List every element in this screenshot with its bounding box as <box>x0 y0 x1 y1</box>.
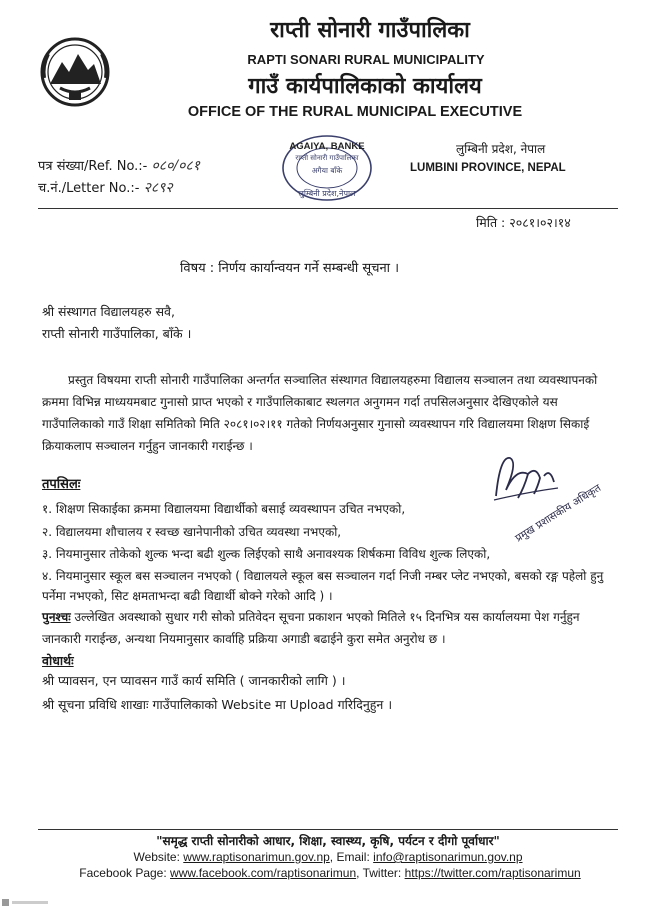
cc-line-2: श्री सूचना प्रविधि शाखाः गाउँपालिकाको Website मा Upload गरिदिनुहुन । <box>42 697 393 712</box>
province-devanagari: लुम्बिनी प्रदेश, नेपाल <box>456 142 546 156</box>
office-title-devanagari: गाउँ कार्यपालिकाको कार्यालय <box>248 74 482 99</box>
scanner-watermark-icon <box>2 898 50 907</box>
stamp-place: अगैया बाँके <box>311 166 343 175</box>
website-link[interactable]: www.raptisonarimun.gov.np <box>183 850 330 864</box>
footer-website-email <box>40 850 616 864</box>
twitter-link[interactable]: https://twitter.com/raptisonarimun <box>404 866 581 880</box>
signature-designation: प्रमुख प्रशासकीय अधिकृत <box>513 482 604 545</box>
cc-line-1: श्री प्यावसन, एन प्यावसन गाउँ कार्य समिति ( जानकारीको लागि ) । <box>42 673 346 688</box>
postscript <box>42 606 622 650</box>
body-paragraph: प्रस्तुत विषयमा राप्ती सोनारी गाउँपालिका अन्तर्गत सञ्चालित संस्थागत विद्यालयहरुमा विद्यालय सञ्चालन तथा व्यवस्थापनको क्रममा विभिन्न माध्ययमबाट गुनासो प्राप्त भएको र गाउँपालिकाबाट स्थलगत अनुगमन गर्दा तपसिलअनुसार देखिएकोले यस गाउँपालिकाको गाउँ शिक्षा समितिको मिति २०८१।०२।११ गतेको निर्णयअनुसार गुनासो व्यवस्थापन गरि विद्यालयमा शिक्षण सिकाई क्रियाकलाप सञ्चालन गर्नुहुन जानकारी गराईन्छ । <box>42 373 598 453</box>
letter-subject: विषय : निर्णय कार्यान्वयन गर्ने सम्बन्धी सूचना । <box>180 261 400 276</box>
office-stamp <box>272 120 382 202</box>
facebook-label: Facebook Page: <box>79 866 167 880</box>
signature <box>488 438 648 558</box>
municipality-title-english: RAPTI SONARI RURAL MUNICIPALITY <box>247 52 485 67</box>
postscript-label: पुनश्चः <box>42 610 71 624</box>
facebook-link[interactable]: www.facebook.com/raptisonarimun <box>170 866 357 880</box>
cc-heading: वोधार्थः <box>42 653 74 668</box>
footer-social <box>30 866 630 880</box>
letter-label: च.नं./Letter No.:- <box>38 181 140 196</box>
municipality-title-devanagari: राप्ती सोनारी गाउँपालिका <box>270 18 470 43</box>
ref-value: ०८०/०८१ <box>151 158 200 174</box>
addressee-line-1: श्री संस्थागत विद्यालयहरु सवै, <box>42 304 175 319</box>
tapasil-heading: तपसिलः <box>42 477 81 492</box>
letter-number <box>38 178 173 197</box>
header-divider <box>38 208 618 209</box>
email-label: , Email: <box>329 850 370 864</box>
footer-motto: "समृद्ध राप्ती सोनारीको आधार, शिक्षा, स्वास्थ्य, कृषि, पर्यटन र दीगो पूर्वाधार" <box>156 834 500 848</box>
office-title-english: OFFICE OF THE RURAL MUNICIPAL EXECUTIVE <box>187 104 523 120</box>
tapasil-item: २. विद्यालयमा शौचालय र स्वच्छ खानेपानीको उचित व्यवस्था नभएको, <box>42 525 342 539</box>
ref-number <box>38 156 200 175</box>
ref-label: पत्र संख्या/Ref. No.:- <box>38 159 148 174</box>
footer-divider <box>38 829 618 830</box>
tapasil-item: ४. नियमानुसार स्कूल बस सञ्चालन नभएको ( विद्यालयले स्कूल बस सञ्चालन गर्दा निजी नम्बर प्लेट नभएको, बसको रङ्ग पहेलो हुनु पर्नेमा नभएको, सिट क्षमताभन्दा बढी विद्यार्थी बोक्ने गरेको आदि ) । <box>42 569 604 603</box>
tapasil-item: ३. नियमानुसार तोकेको शुल्क भन्दा बढी शुल्क लिईएको साथै अनावश्यक शिर्षकमा विविध शुल्क लिएको, <box>42 547 491 561</box>
stamp-address: AGAIYA, BANKE <box>289 141 365 152</box>
province-english: LUMBINI PROVINCE, NEPAL <box>410 162 566 174</box>
website-label: Website: <box>133 850 180 864</box>
twitter-label: , Twitter: <box>356 866 402 880</box>
tapasil-item: १. शिक्षण सिकाईका क्रममा विद्यालयमा विद्यार्थीको बसाई व्यवस्थापन उचित नभएको, <box>42 502 406 516</box>
email-link[interactable]: info@raptisonarimun.gov.np <box>373 850 523 864</box>
stamp-name: राप्ती सोनारी गाउँपालिका <box>295 154 359 162</box>
addressee-line-2: राप्ती सोनारी गाउँपालिका, बाँके । <box>42 326 192 341</box>
letter-value: २८९२ <box>143 180 173 196</box>
letter-date: मिति : २०८१।०२।१४ <box>476 215 571 230</box>
postscript-text: उल्लेखित अवस्थाको सुधार गरी सोको प्रतिवेदन सूचना प्रकाशन भएको मितिले १५ दिनभित्र यस कार्यालयमा पेश गर्नुहुन जानकारी गराईन्छ, अन्यथा नियमानुसार कार्वाहि प्रक्रिया अगाडी बढाईने कुरा समेत अनुरोध छ । <box>42 610 580 646</box>
municipality-emblem-icon <box>38 32 112 112</box>
stamp-province: लुम्बिनी प्रदेश,नेपाल <box>298 189 356 198</box>
